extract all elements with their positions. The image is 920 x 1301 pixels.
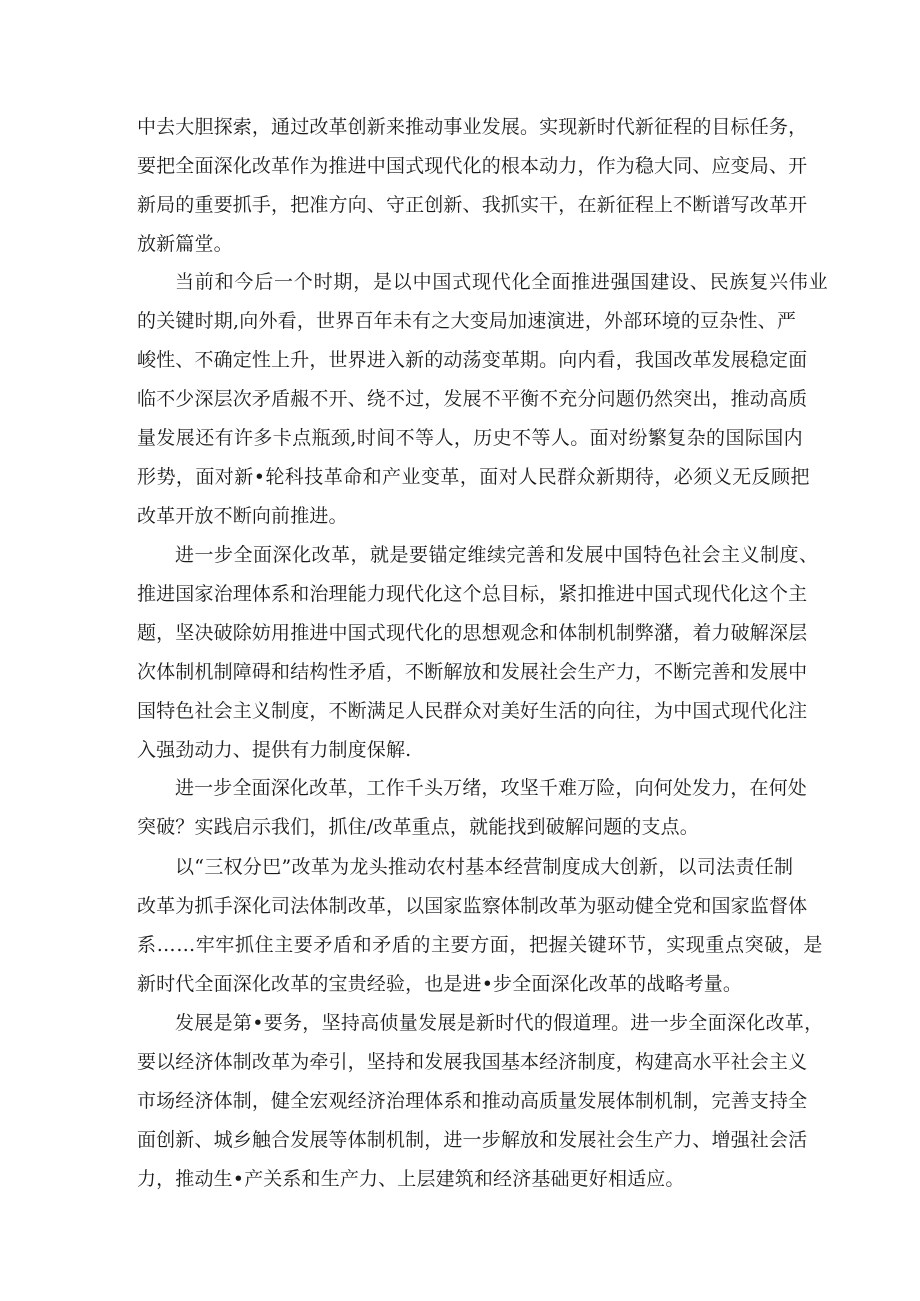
text-line: 改革为抓手深化司法体制改革，以国家监察体制改革为驱动健全党和国家监督体 [137, 895, 808, 917]
paragraph-3 [137, 536, 819, 770]
text-line: 进一步全面深化改革，就是要锚定维续完善和发展中国特色社会主义制度、 [175, 544, 819, 566]
text-line: 国特色社会主义制度，不断满足人民群众对美好生活的向往，为中国式现代化注 [137, 700, 808, 722]
text-line: 临不少深层次矛盾赧不开、绕不过，发展不平衡不充分问题仍然突出，推动高质 [137, 388, 808, 410]
paragraph-1 [137, 108, 807, 264]
paragraph-2 [137, 263, 828, 536]
text-line: 力，推动生•产关系和生产力、上层建筑和经济基础更好相适应。 [137, 1168, 685, 1190]
text-line: 当前和今后一个时期，是以中国式现代化全面推进强国建设、民族复兴伟业 [175, 271, 829, 293]
text-line: 入强劲动力、提供有力制度保解. [137, 739, 412, 761]
text-line: 要把全面深化改革作为推进中国式现代化的根本动力，作为稳大同、应变局、开 [137, 155, 808, 177]
paragraph-5 [137, 848, 823, 1004]
text-line: 峻性、不确定性上升，世界进入新的动荡变革期。向内看，我国改革发展稳定面 [137, 349, 808, 371]
text-line: 新局的重要抓手，把准方向、守正创新、我抓实干，在新征程上不断谱写改革开 [137, 194, 808, 216]
text-line: 的关键时期,向外看，世界百年未有之大变局加速演进，外部环境的豆杂性、严 [137, 310, 797, 332]
text-line: 新时代全面深化改革的宝贵经验，也是进•步全面深化改革的战略考量。 [137, 973, 743, 995]
text-line: 放新篇堂。 [137, 233, 233, 255]
text-line: 发展是第•要务，坚持高侦量发展是新时代的假道理。进一步全面深化改革， [175, 1012, 824, 1034]
text-line: 推进国家治理体系和治理能力现代化这个总目标，紧扣推进中国式现代化这个主 [137, 583, 808, 605]
text-line: 要以经济体制改革为牵引，坚持和发展我国基本经济制度，构建高水平社会主义 [137, 1051, 808, 1073]
text-line: 中去大胆探索，通过改革创新来推动事业发展。实现新时代新征程的目标任务， [137, 116, 808, 138]
paragraph-4 [137, 769, 807, 847]
paragraph-6 [137, 1004, 823, 1199]
text-line: 题，坚决破除妨用推进中国式现代化的思想观念和体制机制弊潴，着力破解深层 [137, 622, 808, 644]
text-line: 改革开放不断向前推进。 [137, 505, 348, 527]
text-line: 系……牢牢抓住主要矛盾和矛盾的主要方面，把握关键环节，实现重点突破，是 [137, 934, 824, 956]
text-line: 形势，面对新•轮科技革命和产业变革，面对人民群众新期待，必须义无反顾把 [137, 466, 810, 488]
text-line: 以“三权分巴”改革为龙头推动农村基本经营制度成大创新，以司法责任制 [175, 856, 794, 878]
text-line: 市场经济体制，健全宏观经济治理体系和推动高质量发展体制机制，完善支持全 [137, 1090, 808, 1112]
text-line: 量发展还有许多卡点瓶颈,时间不等人，历史不等人。面对纷繁复杂的国际国内 [137, 427, 804, 449]
text-line: 进一步全面深化改革，工作千头万绪，攻坚千难万险，向何处发力，在何处 [175, 777, 807, 799]
text-line: 次体制机制障碍和结构性矛盾，不断解放和发展社会生产力，不断完善和发展中 [137, 661, 808, 683]
text-line: 面创新、城乡触合发展等体制机制，进一步解放和发展社会生产力、增强社会活 [137, 1129, 808, 1151]
text-line: 突破？实践启示我们，抓住/改革重点，就能找到破解问题的支点。 [137, 816, 699, 838]
